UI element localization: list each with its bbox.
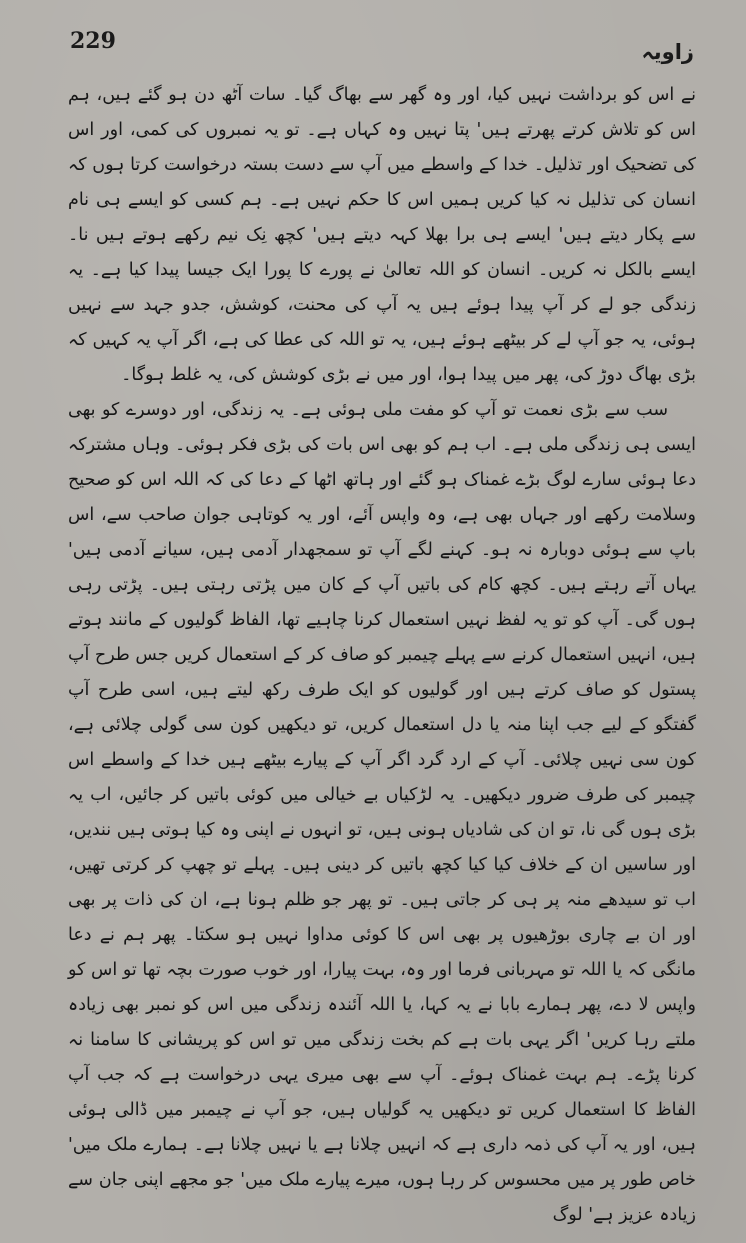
page-header [70,28,694,68]
paragraph-2: سب سے بڑی نعمت تو آپ کو مفت ملی ہوئی ہے۔ یہ زندگی، اور دوسرے کو بھی ایسی ہی زندگی ملی ہے۔ اب ہم کو بھی اس بات کی بڑی فکر ہوئی۔ وہاں مشترکہ دعا ہوئی سارے لوگ بڑے غمناک ہو گئے اور ہاتھ اٹھا کے دعا کی کہ اللہ اس کو صحیح وسلامت رکھے اور جہاں بھی ہے، وہ واپس آئے، اور یہ کوتاہی جوان صاحب سے، اس باپ سے ہوئی دوبارہ نہ ہو۔ کہنے لگے آپ تو سمجھدار آدمی ہیں، سیانے آدمی ہیں' یہاں آتے رہتے ہیں۔ کچھ کام کی باتیں آپ کے کان میں پڑتی رہتی ہیں۔ پڑتی رہی ہوں گی۔ آپ کو تو یہ لفظ نہیں استعمال کرنا چاہیے تھا، الفاظ گولیوں کے مانند ہوتے ہیں، انہیں استعمال کرنے سے پہلے چیمبر کو صاف کر کے استعمال کریں جس طرح آپ پستول کو صاف کرتے ہیں اور گولیوں کو ایک طرف رکھ لیتے ہیں، اسی طرح آپ گفتگو کے لیے جب اپنا منہ یا دل استعمال کریں، تو دیکھیں کون سی گولی چلائی ہے، کون سی نہیں چلائی۔ آپ کے ارد گرد اگر آپ کے پیارے بیٹھے ہیں خدا کے واسطے اس چیمبر کی طرف ضرور دیکھیں۔ یہ لڑکیاں بے خیالی میں کوئی باتیں کر جائیں، اب یہ بڑی ہوں گی نا، تو ان کی شادیاں ہونی ہیں، تو انہوں نے اپنی وہ کیا ہوتی ہیں نندیں، اور ساسیں ان کے خلاف کیا کیا کچھ باتیں کر دینی ہیں۔ پہلے تو چھپ کر کرتی تھیں، اب تو سیدھے منہ پر ہی کر جاتی ہیں۔ تو پھر جو ظلم ہونا ہے، ان کی ذات پر بھی اور ان بے چاری بوڑھیوں پر بھی اس کا کوئی مداوا نہیں ہو سکتا۔ پھر ہم نے دعا مانگی کہ یا اللہ تو مہربانی فرما اور وہ، بہت پیارا، اور خوب صورت بچہ تھا تو اس کو واپس لا دے، پھر ہمارے بابا نے یہ کہا، یا اللہ آئندہ زندگی میں اس کو نمبر بھی زیادہ ملتے رہا کریں' اگر یہی بات ہے کم بخت زندگی میں تو اس کو پریشانی کا سامنا نہ کرنا پڑے۔ ہم بہت غمناک ہوئے۔ آپ سے بھی میری یہی درخواست ہے کہ جب آپ الفاظ کا استعمال کریں تو دیکھیں یہ گولیاں ہیں، جو آپ نے چیمبر میں ڈالی ہوئی ہیں، اور یہ آپ کی ذمہ داری ہے کہ انہیں چلانا ہے یا نہیں چلانا ہے۔ ہمارے ملک میں' خاص طور پر میں محسوس کر رہا ہوں، میرے پیارے ملک میں' جو مجھے اپنی جان سے زیادہ عزیز ہے' لوگ [68,400,696,1225]
running-title: زاویہ [641,40,694,64]
body-text [68,78,696,1233]
page-number: 229 [70,28,116,54]
paragraph-1: نے اس کو برداشت نہیں کیا، اور وہ گھر سے بھاگ گیا۔ سات آٹھ دن ہو گئے ہیں، ہم اس کو تلاش کرتے پھرتے ہیں' پتا نہیں وہ کہاں ہے۔ تو یہ نمبروں کی کمی، اور اس کی تضحیک اور تذلیل۔ خدا کے واسطے میں آپ سے دست بستہ درخواست کرتا ہوں کہ انسان کی تذلیل نہ کیا کریں ہمیں اس کا حکم نہیں ہے۔ ہم کسی کو ایسے ہی نام سے پکار دیتے ہیں' ایسے ہی برا بھلا کہہ دیتے ہیں' کچھ نِک نیم رکھے ہوتے ہیں نا۔ ایسے بالکل نہ کریں۔ انسان کو اللہ تعالیٰ نے پورے کا پورا ایک جیسا پیدا کیا ہے۔ یہ زندگی جو لے کر آپ پیدا ہوئے ہیں یہ آپ کی محنت، کوشش، جدو جہد سے نہیں ہوئی، یہ جو آپ لے کر بیٹھے ہوئے ہیں، یہ تو اللہ کی عطا کی ہے، اگر آپ یہ کہیں کہ بڑی بھاگ دوڑ کی، پھر میں پیدا ہوا، اور میں نے بڑی کوشش کی، یہ غلط ہوگا۔ [68,85,696,385]
